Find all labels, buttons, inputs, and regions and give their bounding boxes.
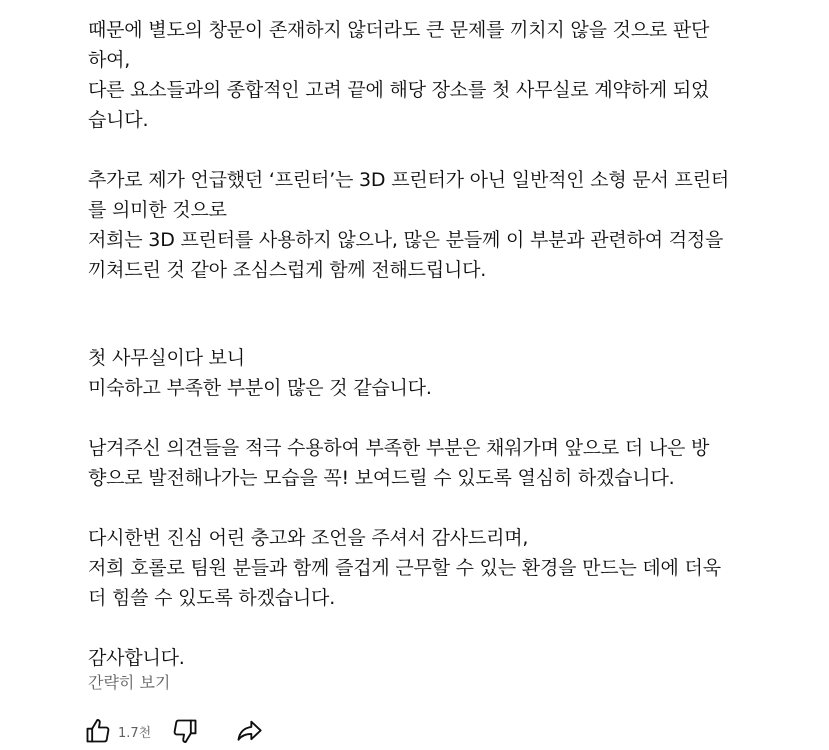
comment-line: 하여,	[88, 49, 131, 71]
dislike-button[interactable]	[167, 713, 203, 749]
comment-line: 저희 호롤로 팀원 분들과 함께 즐겁게 근무할 수 있는 환경을 만드는 데에 더욱	[88, 557, 721, 579]
comment-line: 향으로 발전해나가는 모습을 꼭! 보여드릴 수 있도록 열심히 하겠습니다.	[88, 467, 675, 489]
like-button[interactable]	[80, 713, 116, 749]
comment-line: 다시한번 진심 어린 충고와 조언을 주셔서 감사드리며,	[88, 527, 529, 549]
paragraph-gap	[88, 613, 788, 643]
comment-line: 남겨주신 의견들을 적극 수용하여 부족한 부분은 채워가며 앞으로 더 나은 방	[88, 437, 710, 459]
comment-line: 다른 요소들과의 종합적인 고려 끝에 해당 장소를 첫 사무실로 계약하게 되었	[88, 79, 710, 101]
comment-line: 때문에 별도의 창문이 존재하지 않더라도 큰 문제를 끼치지 않을 것으로 판단	[88, 19, 710, 41]
thumbs-up-icon	[84, 717, 112, 745]
comment-line: 감사합니다.	[88, 647, 185, 669]
show-less-button[interactable]: 간략히 보기	[88, 673, 171, 692]
comment-line: 끼쳐드린 것 같아 조심스럽게 함께 전해드립니다.	[88, 259, 487, 281]
comment-line: 미숙하고 부족한 부분이 많은 것 같습니다.	[88, 377, 432, 399]
share-button[interactable]	[231, 713, 267, 749]
comment-line: 습니다.	[88, 109, 149, 131]
share-icon	[235, 717, 263, 745]
comment-line: 더 힘쓸 수 있도록 하겠습니다.	[88, 587, 336, 609]
paragraph-gap	[88, 285, 788, 343]
paragraph-gap	[88, 135, 788, 165]
comment-line: 를 의미한 것으로	[88, 199, 227, 221]
comment-line: 저희는 3D 프린터를 사용하지 않으나, 많은 분들께 이 부분과 관련하여 걱정을	[88, 229, 724, 251]
paragraph-gap	[88, 493, 788, 523]
like-count: 1.7천	[118, 725, 152, 741]
paragraph-gap	[88, 403, 788, 433]
comment-action-bar	[80, 713, 267, 749]
comment-text	[88, 15, 788, 673]
comment-line: 첫 사무실이다 보니	[88, 347, 245, 369]
thumbs-down-icon	[171, 717, 199, 745]
comment-line: 추가로 제가 언급했던 ‘프린터’는 3D 프린터가 아닌 일반적인 소형 문서 프린터	[88, 169, 730, 191]
